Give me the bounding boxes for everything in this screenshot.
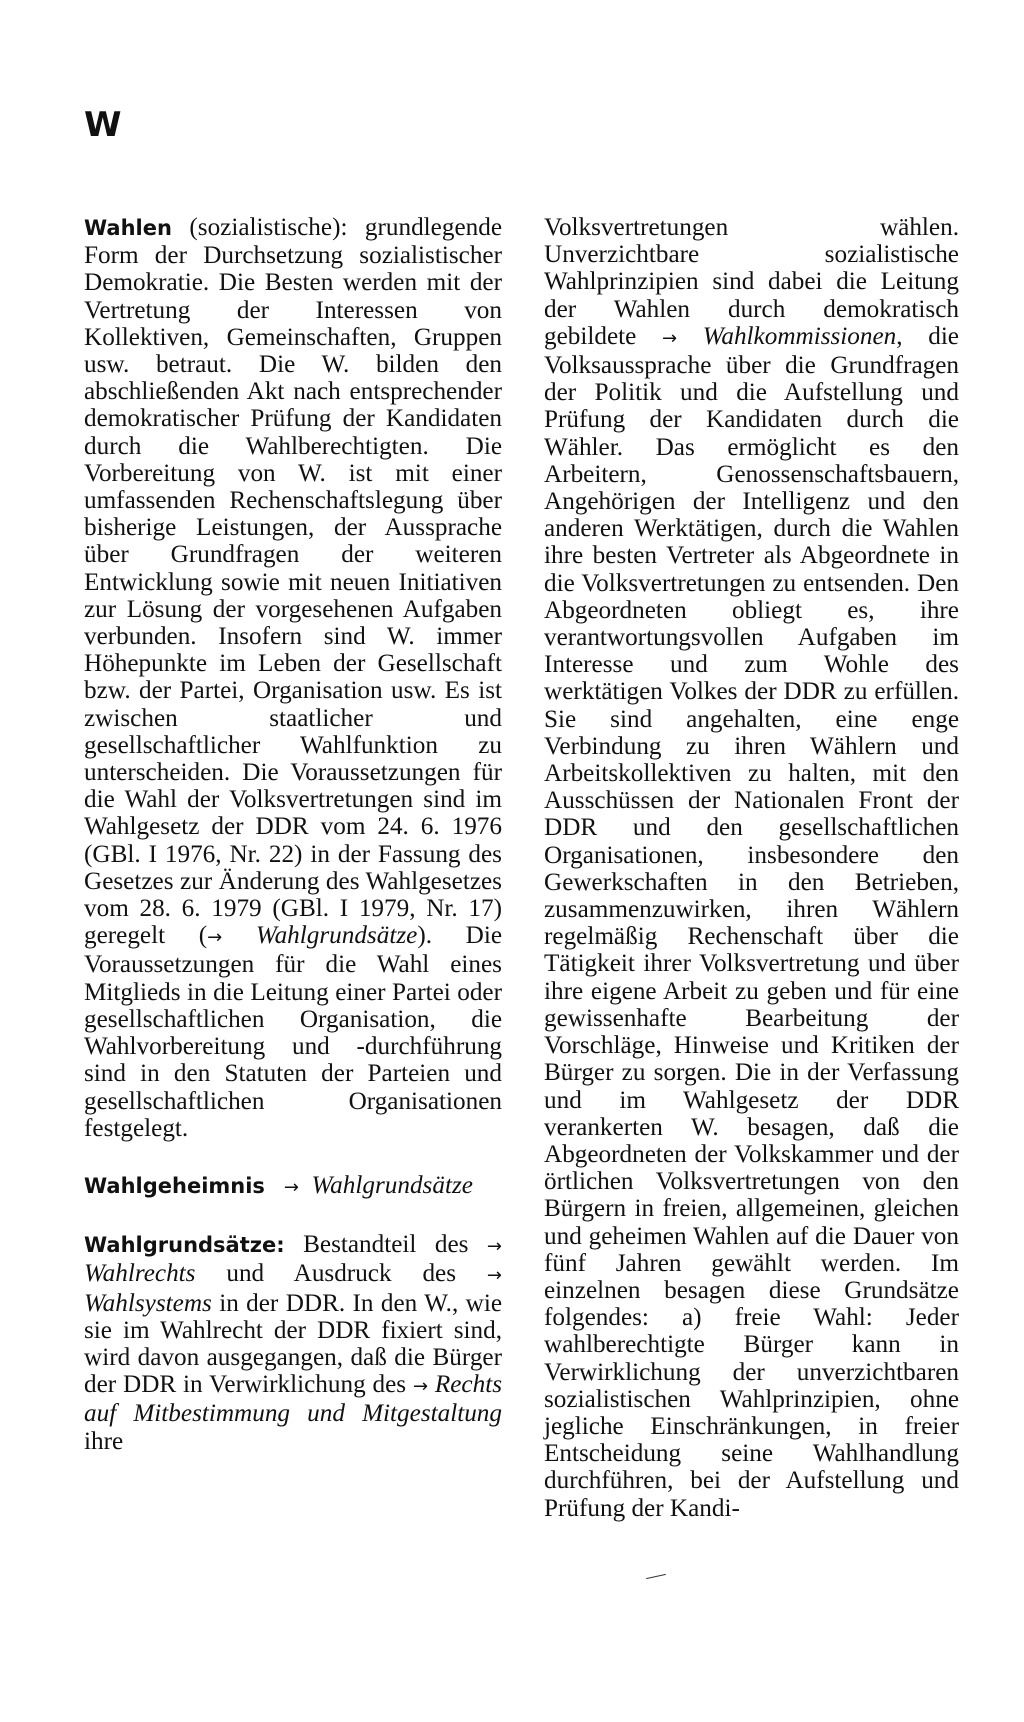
entry-text: (sozialistische): grundlegende Form der Durchsetzung sozialistischer Demokratie. Die Besten werden mit der Vertretung der Interessen von Kollektiven, Gemeinschaften, Gruppen usw. betraut. Die W. bilden den abschließenden Akt nach entsprechender demokratischer Prüfung der Kandidaten durch die Wahlberechtigten. Die Vorbereitung von W. ist mit einer umfassenden Rechenschaftslegung über bisherige Leistungen, der Aussprache über Grundfragen der weiteren Entwicklung sowie mit neuen Initiativen zur Lösung der vorgesehenen Aufgaben verbunden. Insofern sind W. immer Höhepunkte im Leben der Gesellschaft bzw. der Partei, Organisation usw. Es ist zwischen staatlicher und gesellschaftlicher Wahlfunktion zu unterscheiden. Die Voraussetzungen für die Wahl der Volksvertretungen sind im Wahlgesetz der DDR vom 24. 6. 1976 (GBl. I 1976, Nr. 22) in der Fassung des Gesetzes zur Änderung des Wahlgesetzes vom 28. 6. 1979 (GBl. I 1979, Nr. 17) geregelt ( <box>84 214 502 950</box>
entry-wahlen <box>84 214 502 1142</box>
entry-headword: Wahlen <box>84 216 172 240</box>
print-mark <box>646 1574 666 1579</box>
entry-headword: Wahlgeheimnis <box>84 1173 265 1198</box>
entry-continuation <box>544 214 959 1522</box>
entry-wahlgeheimnis <box>84 1172 502 1201</box>
cross-reference-arrow-icon: → <box>412 1376 429 1398</box>
left-column <box>84 214 502 1485</box>
cross-reference: Wahlkommissionen <box>677 322 897 350</box>
cross-reference: Rechts auf Mitbestimmung und Mitgestaltung <box>84 1371 503 1428</box>
right-column <box>544 214 959 1552</box>
entry-text: in der DDR. In den W., wie sie im Wahlrecht der DDR fixiert sind, wird davon ausgegangen, daß die Bürger der DDR in Verwirklichung des <box>84 1289 502 1399</box>
entry-wahlgrundsaetze <box>84 1231 502 1455</box>
entry-headword: Wahlgrundsätze: <box>84 1233 285 1258</box>
entry-text: ihre <box>84 1427 124 1455</box>
section-letter: W <box>84 105 121 145</box>
cross-reference-arrow-icon: → <box>283 1176 299 1198</box>
cross-reference-arrow-icon: → <box>486 1236 502 1258</box>
entry-text: Volksvertretungen wählen. Unverzichtbare sozialistische Wahlprinzipien sind dabei die Leitung der Wahlen durch demokratisch gebildete <box>544 214 959 350</box>
cross-reference-arrow-icon: → <box>207 927 223 949</box>
cross-reference: Wahlsystems <box>84 1289 212 1317</box>
entry-text: ). Die Voraussetzungen für die Wahl eines Mitglieds in die Leitung einer Partei oder gesellschaftlichen Organisation, die Wahlvorbereitung und -durchführung sind in den Statuten der Parteien und gesellschaftlichen Organisationen festgelegt. <box>84 922 503 1142</box>
entry-text: und Ausdruck des <box>195 1260 487 1288</box>
cross-reference-arrow-icon: → <box>661 327 678 349</box>
cross-reference: Wahlrechts <box>84 1260 196 1288</box>
cross-reference: Wahlgrundsätze <box>311 1171 473 1199</box>
entry-text: , die Volksaussprache über die Grundfragen der Politik und die Aufstellung und Prüfung der Kandidaten durch die Wähler. Das ermöglicht es den Arbeitern, Genossenschaftsbauern, Angehörigen der Intelligenz und den anderen Werktätigen, durch die Wahlen ihre besten Vertreter als Abgeordnete in die Volksvertretungen zu entsenden. Den Abgeordneten obliegt es, ihre verantwortungsvollen Aufgaben im Interesse und zum Wohle des werktätigen Volkes der DDR zu erfüllen. Sie sind angehalten, eine enge Verbindung zu ihren Wählern und Arbeitskollektiven zu halten, mit den Ausschüssen der Nationalen Front der DDR und den gesellschaftlichen Organisationen, insbesondere den Gewerkschaften in den Betrieben, zusammenzuwirken, ihren Wählern regelmäßig Rechenschaft über die Tätigkeit ihrer Volksvertretung und über ihre eigene Arbeit zu geben und für eine gewissenhafte Bearbeitung der Vorschläge, Hinweise und Kritiken der Bürger zu sorgen. Die in der Verfassung und im Wahlgesetz der DDR verankerten W. besagen, daß die Abgeordneten der Volkskammer und der örtlichen Volksvertretungen von den Bürgern in freien, allgemeinen, gleichen und geheimen Wahlen auf die Dauer von fünf Jahren gewählt werden. Im einzelnen besagen diese Grundsätze folgendes: a) freie Wahl: Jeder wahlberechtigte Bürger kann in Verwirklichung der unverzichtbaren sozialistischen Wahlprinzipien, ohne jegliche Einschränkungen, in freier Entscheidung seine Wahlhandlung durchführen, bei der Aufstellung und Prüfung der Kandi- <box>544 322 959 1522</box>
entry-text: Bestandteil des <box>284 1231 487 1259</box>
cross-reference: Wahlgrundsätze <box>222 922 418 950</box>
cross-reference-arrow-icon: → <box>486 1265 502 1287</box>
